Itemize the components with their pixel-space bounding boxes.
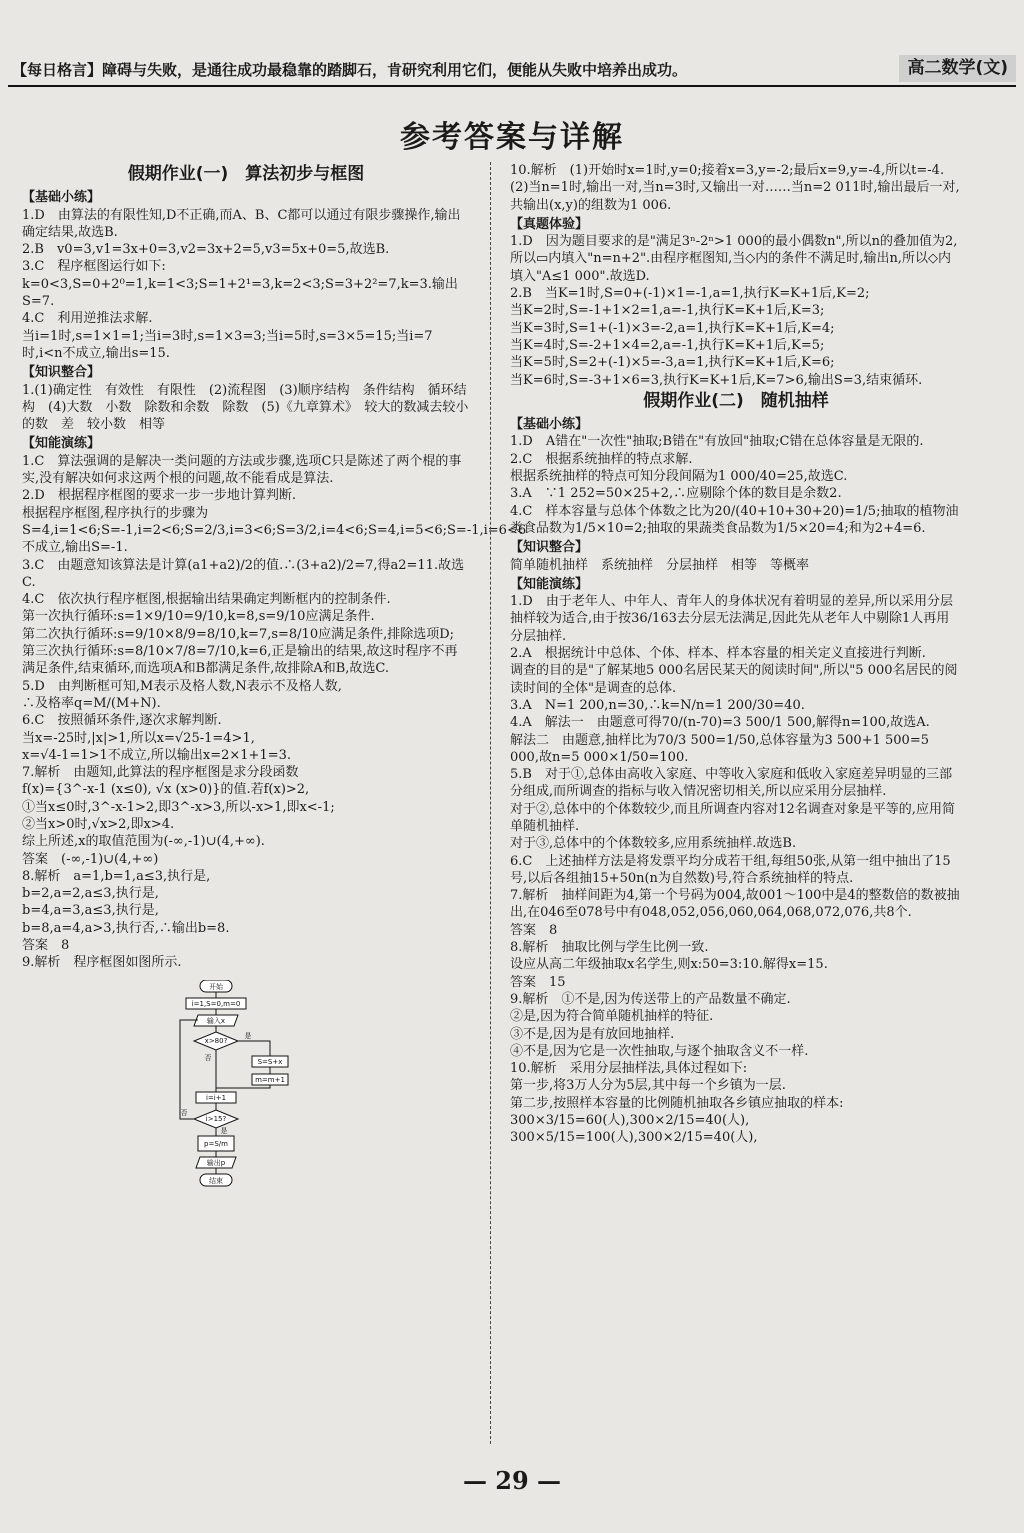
section-heading-1: 假期作业(一) 算法初步与框图 [127, 164, 365, 184]
answer-line: (2)当n=1时,输出一对,当n=3时,又输出一对……当n=2 011时,输出最后一对,共输出(x,y)的组数为1 006. [510, 180, 960, 213]
answer-line: 6.C 上述抽样方法是将发票平均分成若干组,每组50张,从第一组中抽出了15号,以后各组抽15+50n(n为自然数)号,符合系统抽样的特点. [510, 853, 951, 886]
answer-line: 第一步,将3万人分为5层,其中每一个乡镇为一层. [510, 1078, 786, 1094]
flow-inc-label: i=i+1 [205, 1093, 227, 1102]
answer-list [510, 557, 962, 574]
answer-line: b=4,a=3,a≤3,执行是, [22, 903, 159, 919]
subsection-basic: 【基础小练】 [22, 190, 101, 206]
left-column [22, 162, 527, 1195]
answer-line: 2.C 根据系统抽样的特点求解. [510, 451, 693, 467]
answer-line: 7.解析 由题知,此算法的程序框图是求分段函数 [22, 765, 299, 781]
answer-line: 1.D 因为题目要求的是"满足3ⁿ-2ⁿ>1 000的最小偶数n",所以n的叠加值为2,所以▭内填入"n=n+2".由程序框图知,当◇内的条件不满足时,输出n,所以◇内填入"A≤1 000".故选D. [510, 234, 958, 284]
answer-line: 3.C 由题意知该算法是计算(a1+a2)/2的值.∴(3+a2)/2=7,得a2=11.故选C. [22, 557, 465, 590]
flow-count-label: m=m+1 [255, 1075, 285, 1084]
answer-line: 9.解析 程序框图如图所示. [22, 955, 182, 971]
answer-line: 简单随机抽样 系统抽样 分层抽样 相等 等概率 [510, 557, 810, 573]
answer-line: 2.B v0=3,v1=3x+0=3,v2=3x+2=5,v3=5x+0=5,故选B. [22, 242, 390, 258]
answer-line: 4.C 依次执行程序框图,根据输出结果确定判断框内的控制条件. [22, 592, 391, 608]
answer-line: 4.C 利用逆推法求解. [22, 311, 153, 327]
answer-list [22, 382, 470, 434]
answer-line: 当K=2时,S=-1+1×2=1,a=-1,执行K=K+1后,K=3; [510, 303, 825, 319]
subsection-basic-2: 【基础小练】 [510, 417, 589, 433]
flow-init-label: i=1,S=0,m=0 [191, 999, 241, 1008]
answer-line: 5.B 对于①,总体由高收入家庭、中等收入家庭和低收入家庭差异明显的三部分组成,而所调查的指标与收入情况密切相关,所以应采用分层抽样. [510, 767, 953, 800]
flow-yes2-label: 是 [220, 1126, 228, 1135]
answer-line: 根据程序框图,程序执行的步骤为 [22, 505, 209, 521]
flow-yes-label: 是 [244, 1031, 252, 1040]
subsection-knowledge-2: 【知识整合】 [510, 540, 589, 556]
answer-line: 当K=5时,S=2+(-1)×5=-3,a=1,执行K=K+1后,K=6; [510, 355, 835, 371]
answer-list [510, 162, 962, 214]
page-title: 参考答案与详解 [400, 120, 624, 155]
section-heading-2: 假期作业(二) 随机抽样 [643, 390, 829, 411]
flow-sum-label: S=S+x [257, 1057, 283, 1066]
answer-line: 对于②,总体中的个体数较少,而且所调查内容对12名调查对象是平等的,应用简单随机抽样. [510, 801, 955, 834]
answer-list [22, 453, 527, 972]
flow-cond1-label: x>80? [204, 1036, 228, 1045]
answer-line: 300×3/15=60(人),300×2/15=40(人), [510, 1113, 750, 1129]
column-divider [490, 162, 491, 1444]
answer-line: 9.解析 ①不是,因为传送带上的产品数量不确定. [510, 991, 791, 1007]
subsection-practice-2: 【知能演练】 [510, 576, 589, 592]
answer-line: ④不是,因为它是一次性抽取,与逐个抽取含义不一样. [510, 1043, 809, 1059]
answer-line: S=4,i=1<6;S=-1,i=2<6;S=2/3,i=3<6;S=3/2,i=4<6;S=4,i=5<6;S=-1,i=6<6不成立,输出S=-1. [22, 522, 527, 556]
flow-end-label: 结束 [209, 1176, 223, 1185]
answer-line: 第二步,按照样本容量的比例随机抽取各乡镇应抽取的样本: [510, 1095, 844, 1111]
answer-line: 2.D 根据程序框图的要求一步一步地计算判断. [22, 488, 296, 504]
answer-line: 300×5/15=100(人),300×2/15=40(人), [510, 1130, 758, 1146]
answer-line: 1.D 由于老年人、中年人、青年人的身体状况有着明显的差异,所以采用分层抽样较为适合,由于按36/163去分层无法满足,因此先从老年人中剔除1人再用分层抽样. [510, 594, 953, 644]
answer-line: 10.解析 采用分层抽样法,具体过程如下: [510, 1061, 748, 1077]
flow-input-label: 输入x [206, 1016, 226, 1025]
answer-list [510, 593, 962, 1147]
answer-list [510, 433, 962, 537]
page-header [8, 55, 1016, 87]
answer-line: 调查的目的是"了解某地5 000名居民某天的阅读时间",所以"5 000名居民的阅读时间的全体"是调查的总体. [510, 663, 958, 696]
answer-line: 当x=-25时,|x|>1,所以x=√25-1=4>1, [22, 730, 255, 746]
answer-line: 当i=1时,s=1×1=1;当i=3时,s=1×3=3;当i=5时,s=3×5=15;当i=7时,i<n不成立,输出s=15. [22, 328, 433, 361]
answer-line: 第三次执行循环:s=8/10×7/8=7/10,k=6,正是输出的结果,故这时程序不再满足条件,结束循环,而选项A和B都满足条件,故排除A和B,故选C. [22, 644, 458, 677]
page-number: — 29 — [462, 1466, 562, 1495]
answer-line: 当K=3时,S=1+(-1)×3=-2,a=1,执行K=K+1后,K=4; [510, 320, 835, 336]
flow-start-label: 开始 [209, 982, 223, 991]
answer-line: 4.C 样本容量与总体个体数之比为20/(40+10+30+20)=1/5;抽取的植物油类食品数为1/5×10=2;抽取的果蔬类食品数为1/5×20=4;和为2+4=6. [510, 503, 959, 536]
answer-line: 3.C 程序框图运行如下: [22, 259, 166, 275]
answer-line: 4.A 解法一 由题意可得70/(n-70)=3 500/1 500,解得n=100,故选A. [510, 715, 930, 731]
flow-no-label: 否 [204, 1053, 212, 1062]
answer-line: 答案 15 [510, 974, 566, 990]
answer-line: 1.C 算法强调的是解决一类问题的方法或步骤,选项C只是陈述了两个棍的事实,没有解决如何求这两个根的问题,故不能看成是算法. [22, 453, 462, 487]
daily-motto: 【每日格言】障碍与失败，是通往成功最稳靠的踏脚石，肯研究利用它们，便能从失败中培养出成功。 [12, 61, 688, 79]
answer-line: 对于③,总体中的个体数较多,应用系统抽样.故选B. [510, 836, 797, 852]
answer-line: 8.解析 抽取比例与学生比例一致. [510, 940, 709, 956]
answer-line: 当K=4时,S=-2+1×4=2,a=-1,执行K=K+1后,K=5; [510, 337, 825, 353]
answer-line: x=√4-1=1>1不成立,所以输出x=2×1+1=3. [22, 747, 292, 763]
answer-line: 根据系统抽样的特点可知分段间隔为1 000/40=25,故选C. [510, 469, 848, 485]
answer-line: 设应从高二年级抽取x名学生,则x:50=3:10.解得x=15. [510, 957, 828, 973]
flow-cond2-label: i>15? [205, 1114, 227, 1123]
answer-line: 当K=6时,S=-3+1×6=3,执行K=K+1后,K=7>6,输出S=3,结束循环. [510, 372, 923, 388]
answer-line: 答案 (-∞,-1)∪(4,+∞) [22, 851, 159, 867]
answer-line: 1.D A错在"一次性"抽取;B错在"有放回"抽取;C错在总体容量是无限的. [510, 434, 924, 450]
answer-line: 答案 8 [22, 938, 70, 954]
answer-line: 3.A N=1 200,n=30,∴k=N/n=1 200/30=40. [510, 697, 805, 713]
answer-line: b=8,a=4,a>3,执行否,∴输出b=8. [22, 920, 230, 936]
answer-list [510, 233, 962, 389]
answer-line: 6.C 按照循环条件,逐次求解判断. [22, 713, 222, 729]
answer-line: 7.解析 抽样间距为4,第一个号码为004,故001～100中是4的整数倍的数被抽出,在046至078号中有048,052,056,060,064,068,072,076,共8个. [510, 888, 960, 921]
answer-line: ①当x≤0时,3^-x-1>2,即3^-x>3,所以-x>1,即x<-1; [22, 799, 335, 815]
answer-line: 2.A 根据统计中总体、个体、样本、样本容量的相关定义直接进行判断. [510, 646, 926, 662]
flow-no2-label: 否 [180, 1108, 188, 1117]
answer-line: 第一次执行循环:s=1×9/10=9/10,k=8,s=9/10应满足条件. [22, 609, 375, 625]
answer-line: ∴及格率q=M/(M+N). [22, 695, 161, 711]
answer-line: f(x)={3^-x-1 (x≤0), √x (x>0)}的值.若f(x)>2, [22, 782, 310, 798]
subsection-knowledge: 【知识整合】 [22, 365, 101, 381]
answer-line: 1.D 由算法的有限性知,D不正确,而A、B、C都可以通过有限步骤操作,输出确定结果,故选B. [22, 207, 461, 240]
right-column [510, 162, 962, 1147]
answer-line: ②当x>0时,√x>2,即x>4. [22, 816, 175, 832]
answer-line: 解法二 由题意,抽样比为70/3 500=1/50,总体容量为3 500+1 500=5 000,故n=5 000×1/50=100. [510, 732, 934, 765]
answer-list [22, 207, 470, 363]
answer-line: 5.D 由判断框可知,M表示及格人数,N表示不及格人数, [22, 678, 342, 694]
answer-line: ②是,因为符合简单随机抽样的特征. [510, 1009, 714, 1025]
answer-line: 1.(1)确定性 有效性 有限性 (2)流程图 (3)顺序结构 条件结构 循环结构 (4)大数 小数 除数和余数 除数 (5)《九章算术》 较大的数减去较小的数 差 较小数 相等 [22, 382, 469, 433]
answer-line: 10.解析 (1)开始时x=1时,y=0;接着x=3,y=-2;最后x=9,y=-4,所以t=-4. [510, 163, 945, 178]
answer-line: 8.解析 a=1,b=1,a≤3,执行是, [22, 868, 211, 884]
subsection-real-exam: 【真题体验】 [510, 216, 589, 232]
answer-line: 答案 8 [510, 922, 558, 938]
answer-line: 3.A ∵1 252=50×25+2,∴应剔除个体的数目是余数2. [510, 486, 842, 502]
answer-line: ③不是,因为是有放回地抽样. [510, 1026, 675, 1042]
subject-label: 高二数学(文) [899, 55, 1016, 82]
answer-line: 第二次执行循环:s=9/10×8/9=8/10,k=7,s=8/10应满足条件,排除选项D; [22, 626, 455, 642]
answer-line: 综上所述,x的取值范围为(-∞,-1)∪(4,+∞). [22, 834, 265, 850]
answer-line: 2.B 当K=1时,S=0+(-1)×1=-1,a=1,执行K=K+1后,K=2; [510, 286, 870, 302]
answer-line: b=2,a=2,a≤3,执行是, [22, 886, 159, 902]
flow-calc-label: p=S/m [204, 1139, 228, 1148]
answer-line: k=0<3,S=0+2⁰=1,k=1<3;S=1+2¹=3,k=2<3;S=3+2²=7,k=3.输出S=7. [22, 276, 458, 310]
subsection-practice: 【知能演练】 [22, 436, 101, 452]
flow-output-label: 输出p [206, 1158, 226, 1167]
flowchart [172, 980, 322, 1190]
